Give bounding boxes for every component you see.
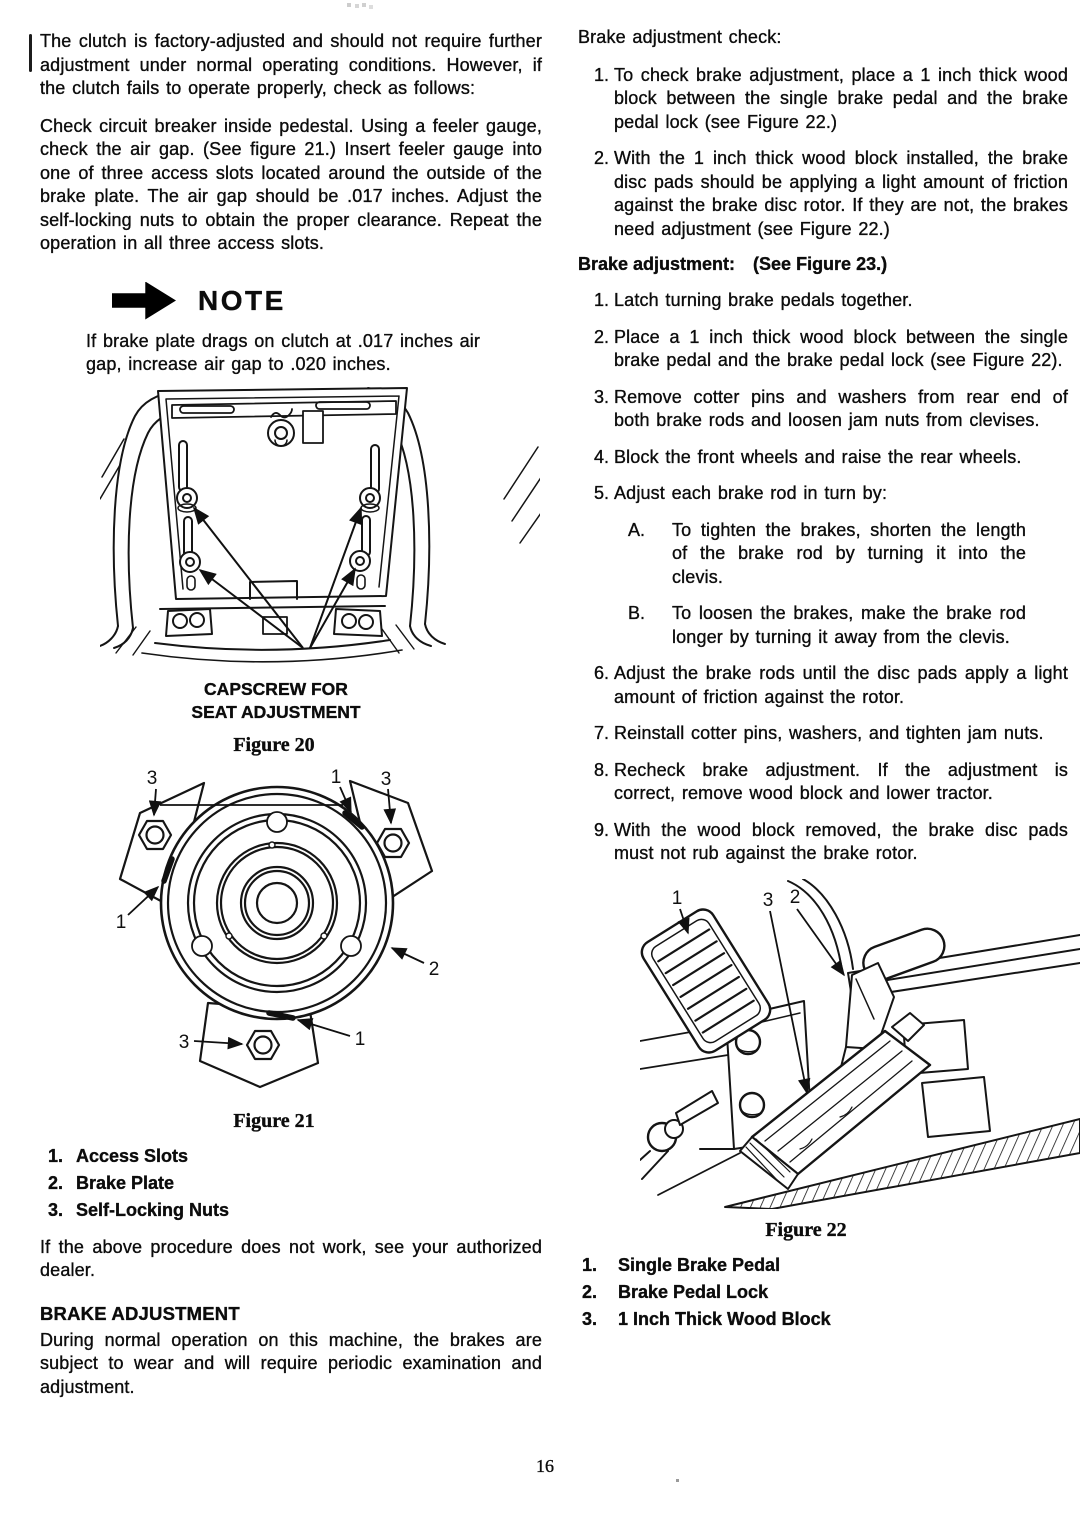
scan-artifact [347, 3, 351, 7]
list-item: 8. Recheck brake adjustment. If the adjustment is correct, remove wood block and lower tractor. [594, 759, 1068, 803]
figure-22-legend [578, 1252, 1068, 1333]
callout-label: 3 [380, 768, 392, 790]
list-item: 9. With the wood block removed, the brake disc pads must not rub against the brake rotor. [594, 819, 1068, 863]
figure-20-drawing [100, 381, 540, 676]
figure-22-callouts [672, 887, 801, 911]
figure-22-caption: Figure 22 [765, 1218, 847, 1241]
callout-label: 3 [178, 1031, 190, 1053]
legend-item: 2. Brake Pedal Lock [582, 1281, 769, 1302]
legend-item: 3. Self-Locking Nuts [48, 1199, 230, 1220]
callout-label: 1 [330, 766, 342, 788]
list-subitem: B. To loosen the brakes, make the brake rod longer by turning it away from the clevis. [628, 603, 1026, 647]
figure-20 [40, 381, 542, 757]
note-text: If brake plate drags on clutch at .017 inches air gap, increase air gap to .020 inches. [86, 330, 481, 374]
list-item: 1. To check brake adjustment, place a 1 inch thick wood block between the single brake pedal and the brake pedal lock (see Figure 22.) [594, 64, 1068, 132]
list-item: 4. Block the front wheels and raise the rear wheels. [594, 446, 1022, 467]
figure-21-drawing [112, 765, 462, 1100]
legend-item: 2. Brake Plate [48, 1172, 175, 1193]
callout-label: 1 [354, 1028, 366, 1050]
figure-20-label: CAPSCREW FOR SEAT ADJUSTMENT [191, 678, 361, 722]
scan-artifact [29, 34, 32, 72]
list-item: 7. Reinstall cotter pins, washers, and tighten jam nuts. [594, 723, 1044, 743]
note-arrow-icon [112, 282, 176, 320]
figure-21 [40, 765, 542, 1133]
list-item: 1. Latch turning brake pedals together. [594, 290, 913, 310]
legend-item: 1. Single Brake Pedal [582, 1254, 781, 1275]
brake-check-heading: Brake adjustment check: [578, 27, 782, 47]
list-item: 2. Place a 1 inch thick wood block between the single brake pedal and the brake pedal lock (see Figure 22). [594, 326, 1068, 370]
paragraph-brake-wear: During normal operation on this machine, the brakes are subject to wear and will require periodic examination and adjustment. [40, 1329, 542, 1397]
callout-label: 1 [671, 887, 683, 909]
legend-item: 3. 1 Inch Thick Wood Block [582, 1308, 831, 1329]
figure-21-legend [40, 1143, 542, 1224]
list-subitem: A. To tighten the brakes, shorten the length of the brake rod by turning it into the clevis. [628, 519, 1026, 587]
figure-22-drawing [640, 879, 1080, 1209]
page-number: 16 [536, 1456, 554, 1476]
note-header [112, 282, 542, 320]
figure-21-caption: Figure 21 [233, 1109, 315, 1132]
callout-label: 1 [115, 911, 127, 933]
brake-adjustment-subheading: Brake adjustment: (See Figure 23.) [578, 254, 888, 274]
left-column [40, 30, 542, 1413]
note-label: NOTE [198, 284, 286, 316]
paragraph-dealer: If the above procedure does not work, see your authorized dealer. [40, 1236, 542, 1280]
list-item: 2. With the 1 inch thick wood block installed, the brake disc pads should be applying a light amount of friction against the brake disc rotor. If they are not, the brakes need adjustment (see Figure 22.) [594, 148, 1068, 239]
callout-label: 2 [789, 886, 801, 908]
callout-label: 3 [146, 767, 158, 789]
list-item: 5. Adjust each brake rod in turn by: [594, 483, 888, 503]
list-item: 6. Adjust the brake rods until the disc pads apply a light amount of friction against the rotor. [594, 663, 1068, 707]
scan-artifact [676, 1479, 679, 1482]
figure-22 [578, 879, 1068, 1242]
list-item: 3. Remove cotter pins and washers from rear end of both brake rods and loosen jam nuts from clevises. [594, 386, 1068, 430]
figure-20-caption: Figure 20 [233, 733, 315, 756]
callout-label: 2 [428, 958, 440, 980]
paragraph-clutch-intro: The clutch is factory-adjusted and should not require further adjustment under normal operating conditions. However, if the clutch fails to operate properly, check as follows: [40, 31, 542, 98]
legend-item: 1. Access Slots [48, 1145, 189, 1166]
brake-adjustment-heading: BRAKE ADJUSTMENT [40, 1302, 240, 1324]
callout-label: 3 [762, 889, 774, 911]
paragraph-clutch-check: Check circuit breaker inside pedestal. Using a feeler gauge, check the air gap. (See figure 21.) Insert feeler gauge into one of three access slots located around the outside of the brake plate. The air gap should be .017 inches. Adjust the self-locking nuts to obtain the proper clearance. Repeat the operation in all three access slots. [40, 115, 542, 253]
right-column [578, 26, 1068, 1333]
